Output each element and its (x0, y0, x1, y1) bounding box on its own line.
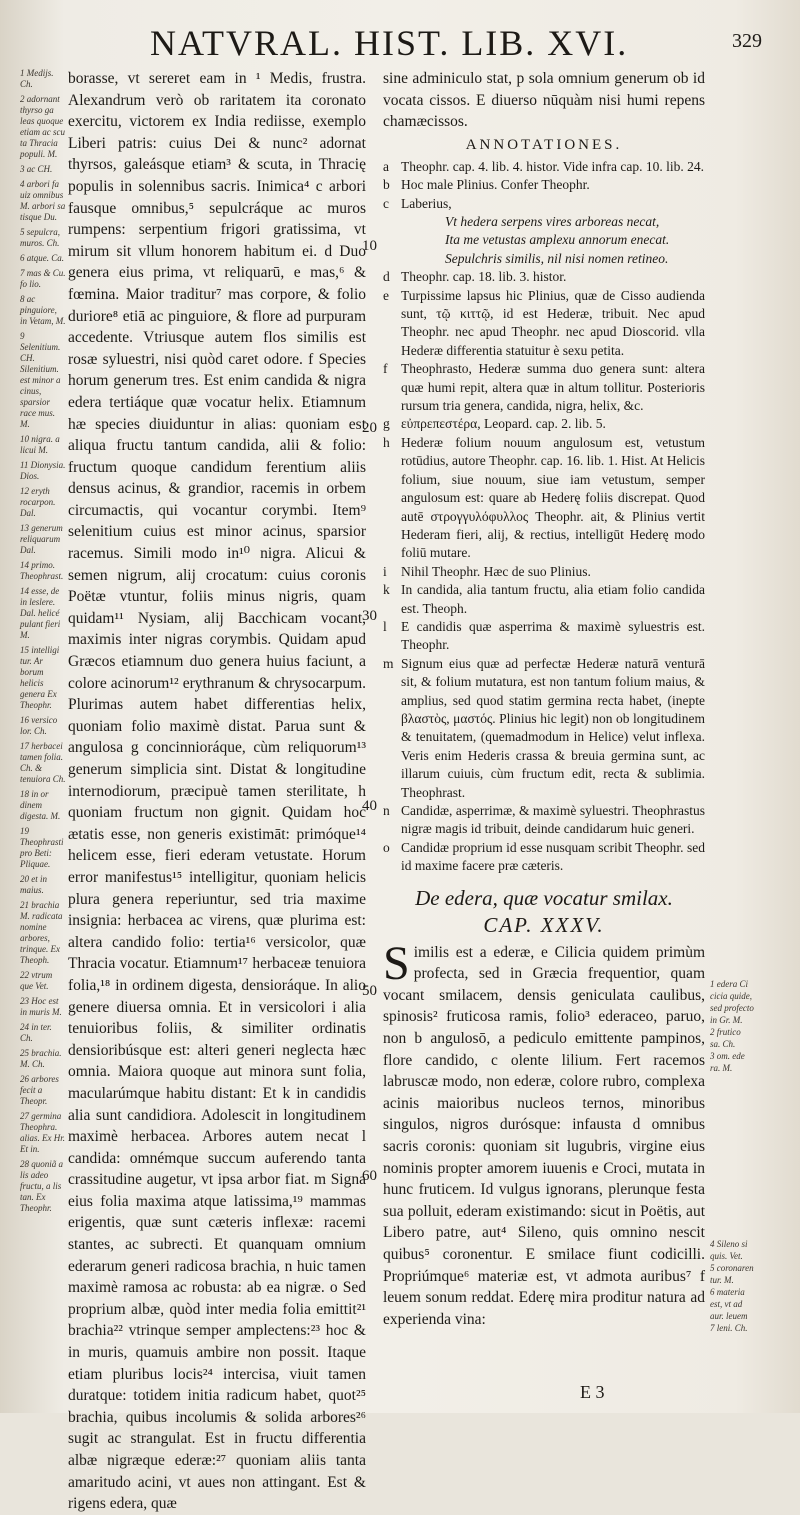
line-number: 40 (362, 798, 377, 814)
annotations-list (383, 158, 705, 213)
margin-note: 3 om. ede (710, 1051, 745, 1061)
annotation-key: a (383, 158, 389, 174)
page-number: 329 (732, 30, 762, 52)
annotation-item (383, 360, 705, 415)
annotation-item (383, 655, 705, 802)
margin-note: 10 nigra. a licui M. (20, 434, 60, 455)
annotation-key: i (383, 563, 387, 579)
left-text-column (68, 68, 366, 1515)
margin-note: 4 arbori fa uiz omnibus M. arbori sa tisque Du. (20, 179, 66, 222)
annotation-item (383, 802, 705, 839)
margin-note: 20 et in maius. (20, 874, 47, 895)
annotation-text: Turpissime lapsus hic Plinius, quæ de Cisso audienda sunt, τῷ κιττῷ, id est Hederæ, tribuit. Nec apud Theophr. nec apud Theophr. nec apud Dioscorid. vlla Hederæ differentia statuitur è sexu petita. (401, 287, 705, 358)
annotation-key: e (383, 287, 389, 303)
annotation-text: Nihil Theophr. Hæc de suo Plinius. (401, 563, 591, 579)
margin-note: 15 intelligi tur. Ar borum helicis genera Ex Theophr. (20, 645, 60, 710)
margin-note-block (710, 1238, 794, 1334)
annotation-item (383, 287, 705, 361)
margin-note: 11 Dionysia. Dios. (20, 460, 66, 481)
margin-note: 12 eryth rocarpon. Dal. (20, 486, 56, 518)
margin-note: 24 in ter. Ch. (20, 1022, 52, 1043)
annotation-key: o (383, 839, 390, 855)
annotation-item (383, 415, 705, 433)
margin-note: 6 materia (710, 1287, 745, 1297)
annotation-item (383, 434, 705, 563)
annotation-item (383, 618, 705, 655)
annotation-key: l (383, 618, 387, 634)
annotation-text: Hoc male Plinius. Confer Theophr. (401, 177, 590, 193)
margin-note: 8 ac pinguiore, in Vetam, M. (20, 294, 66, 326)
margin-note: 13 generum reliquarum Dal. (20, 523, 63, 555)
annotation-item (383, 839, 705, 876)
annotation-key: h (383, 434, 390, 450)
chapter-body: imilis est a ederæ, e Cilicia quidem primùm profecta, sed in Græcia frequentior, quam vocant smilacem, densis geniculata caulibus, spinosis² fruticosa ramis, folio³ ederaceo, paruo, non b angulosō, a pediculo emittente pampinos, flore candido, c olente lilium. Fert racemos labruscæ modo, non ederæ, colore rubro, complexa acinis maioribus nucleos ternos, minoribus singulos, nigros durósque: infausta d omnibus sacris coronis: quoniam sit lugubris, virgine eius nominis propter amorem iuuenis e Croci, mutata in hunc fruticem. Id vulgus ignorans, plerunque festa sua polluit, ederam existimando: sicut in Poëtis, aut Libero patre, aut⁴ Sileno, quis omnino nescit quibus⁵ coronentur. E smilace fiunt codicilli. Propriúmque⁶ materiæ est, vt admota auribus⁷ f leuem sonum reddat. Ederę mira proditur natura ad experienda vina: (383, 943, 705, 1328)
margin-note: 7 mas & Cu. fo lio. (20, 268, 66, 289)
running-head (150, 18, 780, 68)
line-number-gutter (362, 68, 382, 1368)
line-number: 50 (362, 983, 377, 999)
annotation-text: Theophr. cap. 4. lib. 4. histor. Vide infra cap. 10. lib. 24. (401, 158, 705, 174)
margin-note: 1 edera Ci (710, 979, 748, 989)
annotation-key: b (383, 177, 390, 193)
margin-note: in Gr. M. (710, 1015, 743, 1025)
margin-note: 23 Hoc est in muris M. (20, 996, 62, 1017)
annotation-key: c (383, 195, 389, 211)
margin-note: 14 esse, de in leslere. Dal. helicé pulant fieri M. (20, 586, 61, 640)
annotation-item (383, 268, 705, 286)
verse-line: Vt hedera serpens vires arboreas necat, (445, 214, 660, 229)
annotation-item (383, 158, 705, 176)
annotation-item (383, 176, 705, 194)
annotation-text: Candidæ, asperrimæ, & maximè syluestri. Theophrastus nigræ magis id tribuit, deinde candidarum huic generi. (401, 803, 705, 837)
margin-note-block (710, 978, 794, 1074)
margin-note: 4 Sileno si (710, 1239, 748, 1249)
margin-note: 22 vtrum que Vet. (20, 970, 53, 991)
margin-note: 26 arbores fecit a Theopr. (20, 1074, 59, 1106)
line-number: 60 (362, 1168, 377, 1184)
verse-quotation (383, 213, 705, 268)
signature-mark: E 3 (580, 1382, 605, 1402)
line-number: 10 (362, 238, 377, 254)
margin-note: 5 sepulcra, muros. Ch. (20, 227, 60, 248)
annotation-item (383, 563, 705, 581)
annotations-heading: ANNOTATIONES. (465, 136, 623, 153)
verse-line: Ita me vetustas amplexu annorum enecat. (445, 232, 670, 248)
margin-note: ra. M. (710, 1063, 733, 1073)
running-head-title: NATVRAL. HIST. LIB. XVI. (150, 23, 629, 63)
margin-note: 6 atque. Ca. (20, 253, 64, 263)
annotation-key: d (383, 269, 390, 285)
margin-note: est, vt ad (710, 1299, 743, 1309)
margin-note: tur. M. (710, 1275, 734, 1285)
right-text-column (383, 68, 705, 1330)
margin-note: sed profecto (710, 1003, 754, 1013)
main-text-right-intro: sine adminiculo stat, p sola omnium generum ob id vocata cissos. E diuerso nūquàm nisi humi repens chamæcissos. (383, 70, 705, 131)
line-number: 30 (362, 608, 377, 624)
annotation-text: Theophrasto, Hederæ summa duo genera sunt: altera quæ humi repit, altera quæ in altum tollitur. Posterioris rursum tria genera, candida, nigra, helix, &c. (401, 361, 705, 414)
annotation-key: f (383, 361, 388, 377)
annotation-key: n (383, 803, 390, 818)
margin-note: 2 adornant thyrso ga leas quoque etiam ac scu ta Thracia populi. M. (20, 94, 65, 159)
annotation-text: Theophr. cap. 18. lib. 3. histor. (401, 269, 567, 285)
left-margin-notes (20, 68, 66, 1218)
annotation-text: Signum eius quæ ad perfectæ Hederæ naturā venturā sit, & folium mutatura, est non tantum folium maius, & amplius, sed quod statim germina recta habet, (inepte βλαστὸς, μαστός. Plinius hic legit) non ob longitudinem & tenuitatem, (quemadmodum in Helice) velut inflexa. Veris enim Hederis crassa & breuia germina sunt, ac illarum cuiuis, cùm fructum edit, recta & sublimia. Theophrast. (401, 655, 705, 800)
margin-note: 7 leni. Ch. (710, 1323, 748, 1333)
line-number: 20 (362, 420, 377, 436)
margin-note: 27 germina Theophra. alias. Ex Hr. Et in. (20, 1111, 65, 1154)
margin-note: 1 Medijs. Ch. (20, 68, 54, 89)
margin-note: 21 brachia M. radicata nomine arbores, trinque. Ex Theoph. (20, 900, 63, 965)
annotation-text: εὐπρεπεστέρα, Leopard. cap. 2. lib. 5. (401, 416, 606, 432)
chapter-title: CAP. XXXV. (483, 912, 605, 937)
annotations-list-continued (383, 268, 705, 875)
annotation-key: k (383, 582, 390, 598)
annotation-key: m (383, 655, 394, 671)
margin-note: 3 ac CH. (20, 164, 53, 174)
margin-note: sa. Ch. (710, 1039, 736, 1049)
margin-note: cicia quide, (710, 991, 752, 1001)
main-text-left: borasse, vt sereret eam in ¹ Medis, frustra. Alexandrum verò ob raritatem ita coronato exercitu, victorem ex India rediisse, exemplo Liberi patris: cuius Dei & nunc² adornat thyrsos, galeásque etiam³ & scuta, in Thracię populis in solennibus sacris. Inimica⁴ c arbori fausque omnibus,⁵ sepulcráque ac muros rumpens: serpentium frigori gratissima, vt mirum sit vllum honorem habitum ei. d Duo genera eius prima, vt reliquarū, e mas,⁶ & fœmina. Maior traditur⁷ mas corpore, & folio duriore⁸ etiā ac pinguiore, & flore ad purpuram accedente. Vtriusque autem flos similis est rosæ syluestri, nisi quòd caret odore. f Species horum generum tres. Est enim candida & nigra edera tertiáque quæ vocatur helix. Etiamnum hæ species diuiduntur in alias: quoniam est aliqua fructu tantum candida, alii & folio: fructum quoque candidum ferentium aliis densus acinus, & grandior, racemis in orbem circumactis, qui vocantur corymbi. Item⁹ selenitium cuius est minor acinus, sparsior racemus. Simili modo in¹⁰ nigra. Alicui & semen nigrum, alij crocatum: cuius coronis Poëtæ vtuntur, foliis minus nigris, quam quidam¹¹ Nysiam, alij Bacchicam vocant, maximis inter nigras corymbis. Quidam apud Græcos etiamnum duo genera huius faciunt, a colore acinorum¹² erythranum & chrysocarpum. Plurimas autem habet differentias helix, quoniam folio maximè distat. Parua sunt & angulosa g concinnioráque, cùm reliquorum¹³ generum simplicia sint. Distat & longitudine internodiorum, præcipuè tamen sterilitate, h quoniam fructum non gignit. Quidam hoc ætatis esse, non generis existimāt: primóque¹⁴ helicem esse, fieri ederam vetustate. Horum error manifestus¹⁵ intelligitur, quoniam helicis plura genera reperiuntur, sed tria maxime insignia: herbacea ac virens, quæ plurima est: altera candido folio: tertia¹⁶ versicolor, quæ Thracia vocatur. Etiamnum¹⁷ herbaceæ tenuiora folia,¹⁸ in ordinem digesta, densioráque. In alio genere diuersa omnia. Et in versicolori i alia tenuioribus foliis, & similiter ordinatis densioribúsque est: alteri generi neglecta hæc omnia. Maiora quoque aut minora sunt folia, macularúmque habitu distant: Et k in candidis alia sunt candidiora. Adolescit in longitudinem maximè herbacea. Arbores autem necat l candida: omnémque succum auferendo tanta crassitudine augetur, vt ipsa arbor fiat. m Signa eius folia maxima atque latissima,¹⁹ mammas erigentis, quæ sunt cæteris inflexæ: racemi stantes, ac subrecti. Et quanquam omnium ederarum generi radicosa brachia, n huic tamen maximè ramosa ac robusta: ab ea nigræ. o Sed proprium albæ, quòd inter media folia emittit²¹ brachia²² vtrinque semper amplectens:²³ hoc & in muris, quamuis ambire non possit. Itaque etiam pluribus locis²⁴ intercisa, viuit tamen duratque: totidem initia radicum habet, quot²⁵ brachia, quibus incolumis & solida arbores²⁶ sugit ac strangulat. Est in fructu differentia albæ nigræque ederæ:²⁷ quoniam aliis tanta amaritudo acini, vt aues non attingant. Est & rigens edera, quæ (68, 70, 366, 1513)
margin-note: 25 brachia. M. Ch. (20, 1048, 62, 1069)
annotation-item (383, 195, 705, 213)
margin-note: 19 Theophrasti pro Beti: Pliquae. (20, 826, 64, 869)
margin-note: 5 coronaren (710, 1263, 754, 1273)
margin-note: 28 quoniã a lis adeo fructu, a lis tan. Ex Theophr. (20, 1159, 64, 1213)
annotation-text: Candidæ proprium id esse nusquam scribit Theophr. sed id maxime facere præ cæteris. (401, 839, 705, 874)
annotation-text: In candida, alia tantum fructu, alia etiam folio candida est. Theoph. (401, 582, 705, 616)
margin-note: 9 Selenitium. CH. Silenitium. est minor a cinus, sparsior race mus. M. (20, 331, 61, 429)
annotation-text: E candidis quæ asperrima & maximè syluestris est. Theophr. (401, 618, 705, 653)
margin-note: 18 in or dinem digesta. M. (20, 789, 61, 821)
drop-cap: S (383, 936, 410, 990)
margin-note: 14 primo. Theophrast. (20, 560, 64, 581)
margin-note: 2 frutico (710, 1027, 741, 1037)
annotation-text: Hederæ folium nouum angulosum est, vetustum rotūdius, autore Theophr. cap. 16. lib. 1. Hist. At Helicis folium, siue nouum, siue iam vetustum, semper angulosum est: quare ab Hederę foliis discrepat. Quod autē στρογγυλόφυλλος Theophr. ait, & Plinius vertit Hederam fieri, alij, & rectius, intelligūt Hederę modo foliū mutare. (401, 434, 705, 561)
annotation-item (383, 581, 705, 618)
margin-note: 16 versico lor. Ch. (20, 715, 58, 736)
margin-note: aur. leuem (710, 1311, 748, 1321)
annotation-text: Laberius, (401, 195, 452, 211)
verse-line: Sepulchris similis, nil nisi nomen retineo. (445, 250, 669, 266)
chapter-text (383, 936, 705, 1331)
section-title: De edera, quæ vocatur smilax. (415, 885, 673, 910)
annotation-key: g (383, 416, 390, 432)
margin-note: 17 herbacei tamen folia. Ch. & tenuiora Ch. (20, 741, 66, 784)
margin-note: quis. Vet. (710, 1251, 743, 1261)
